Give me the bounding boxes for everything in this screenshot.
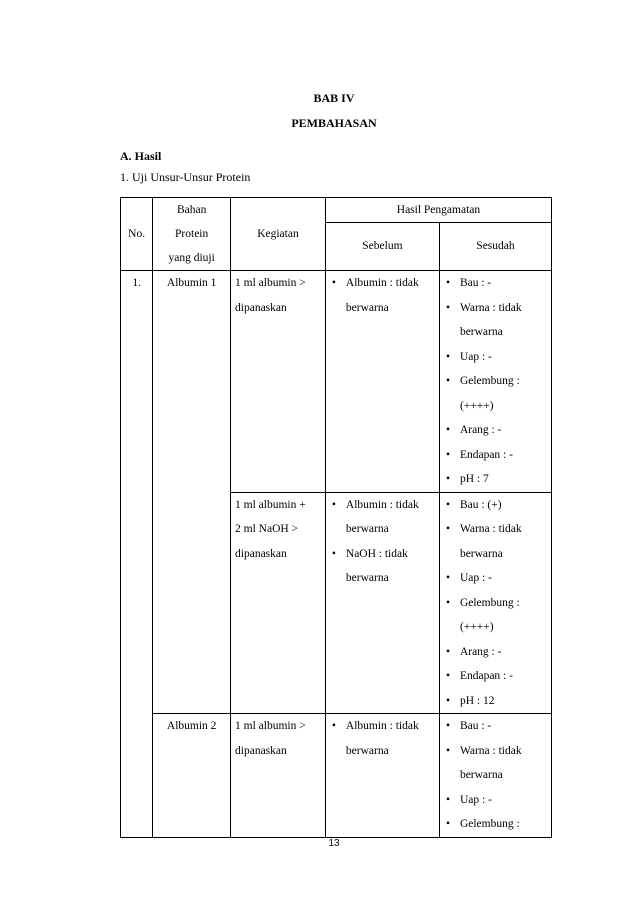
list-item xyxy=(440,812,551,837)
kegiatan-line: dipanaskan xyxy=(235,744,287,757)
list-item-line: • Warna : tidak xyxy=(459,744,522,757)
sesudah-list xyxy=(440,714,551,837)
list-item-line: • Endapan : - xyxy=(459,448,513,461)
kegiatan-line: 1 ml albumin > xyxy=(235,720,306,732)
cell-kegiatan xyxy=(231,492,326,714)
kegiatan-line: dipanaskan xyxy=(235,301,287,314)
cell-kegiatan xyxy=(231,271,326,493)
list-item-line: • Albumin : tidak xyxy=(345,498,419,511)
list-item xyxy=(326,493,439,542)
header-hasil: Hasil Pengamatan xyxy=(325,198,551,223)
list-item xyxy=(326,542,439,591)
list-item xyxy=(440,739,551,788)
list-item xyxy=(440,640,551,665)
cell-sebelum xyxy=(325,492,439,714)
table-row xyxy=(121,271,552,493)
list-item xyxy=(440,345,551,370)
cell-sesudah xyxy=(439,492,551,714)
cell-no: 1. xyxy=(121,271,153,838)
list-item-line: berwarna xyxy=(459,547,503,560)
list-item-line: • Warna : tidak xyxy=(459,301,522,314)
list-item-line: • Endapan : - xyxy=(459,670,513,682)
sesudah-list xyxy=(440,271,551,492)
list-item-line: • Uap : - xyxy=(459,572,492,584)
kegiatan-line: 1 ml albumin > xyxy=(235,277,306,289)
chapter-title: PEMBAHASAN xyxy=(291,116,377,130)
list-item-line: berwarna xyxy=(345,744,389,757)
list-item xyxy=(440,418,551,443)
header-no: No. xyxy=(121,198,153,271)
list-item-line: • Albumin : tidak xyxy=(345,720,419,732)
list-item xyxy=(440,493,551,518)
kegiatan-line: 1 ml albumin + xyxy=(235,498,306,511)
list-item xyxy=(440,271,551,296)
list-item xyxy=(440,591,551,640)
list-item-line: • Arang : - xyxy=(459,645,502,658)
cell-sesudah xyxy=(439,714,551,838)
results-table xyxy=(120,197,552,838)
list-item xyxy=(440,689,551,714)
sebelum-list xyxy=(326,714,439,763)
header-sebelum: Sebelum xyxy=(325,222,439,270)
list-item-line: • Gelembung : xyxy=(459,375,520,387)
page-number: 13 xyxy=(328,838,340,849)
list-item xyxy=(440,517,551,566)
list-item xyxy=(440,467,551,492)
list-item-line: • Warna : tidak xyxy=(459,523,522,535)
table-body xyxy=(121,271,552,838)
list-item-line: • Gelembung : xyxy=(459,818,520,830)
list-item xyxy=(440,566,551,591)
sesudah-list xyxy=(440,493,551,714)
list-item-line: • Uap : - xyxy=(459,350,492,363)
list-item-line: • Bau : (+) xyxy=(459,498,502,511)
chapter-heading: BAB IV xyxy=(313,91,355,105)
cell-bahan: Albumin 1 xyxy=(153,271,231,714)
cell-sebelum xyxy=(325,714,439,838)
list-item-line: berwarna xyxy=(459,326,503,338)
list-item-line: (++++) xyxy=(459,621,494,633)
list-item xyxy=(326,271,439,320)
list-item-line: berwarna xyxy=(459,769,503,781)
list-item-line: • pH : 7 xyxy=(459,473,489,485)
list-item-line: berwarna xyxy=(345,523,389,535)
list-item xyxy=(440,714,551,739)
sebelum-list xyxy=(326,493,439,591)
table-row xyxy=(121,714,552,838)
list-item xyxy=(440,443,551,468)
header-bahan xyxy=(153,198,231,271)
header-bahan-line: Bahan xyxy=(176,204,207,216)
section-heading: A. Hasil xyxy=(120,149,162,163)
header-bahan-line: Protein xyxy=(175,228,209,240)
cell-sesudah xyxy=(439,271,551,493)
header-sesudah: Sesudah xyxy=(439,222,551,270)
list-item-line: (++++) xyxy=(459,399,494,412)
sebelum-list xyxy=(326,271,439,320)
kegiatan-line: dipanaskan xyxy=(235,547,287,560)
list-item-line: • Bau : - xyxy=(459,277,492,289)
list-item-line: • Albumin : tidak xyxy=(345,277,419,289)
subsection-heading: 1. Uji Unsur-Unsur Protein xyxy=(120,170,251,184)
list-item-line: • pH : 12 xyxy=(459,694,495,707)
header-bahan-line: yang diuji xyxy=(168,252,215,264)
list-item-line: • Arang : - xyxy=(459,424,502,436)
cell-bahan: Albumin 2 xyxy=(153,714,231,838)
header-kegiatan: Kegiatan xyxy=(231,198,326,271)
list-item-line: • Gelembung : xyxy=(459,596,520,609)
list-item-line: • Bau : - xyxy=(459,720,492,732)
table-header xyxy=(121,198,552,271)
list-item-line: • Uap : - xyxy=(459,793,492,806)
list-item xyxy=(440,296,551,345)
list-item xyxy=(326,714,439,763)
list-item xyxy=(440,788,551,813)
cell-kegiatan xyxy=(231,714,326,838)
list-item xyxy=(440,369,551,418)
list-item-line: • NaOH : tidak xyxy=(345,547,408,560)
list-item-line: berwarna xyxy=(345,572,389,584)
list-item-line: berwarna xyxy=(345,301,389,314)
cell-sebelum xyxy=(325,271,439,493)
kegiatan-line: 2 ml NaOH > xyxy=(235,523,299,535)
list-item xyxy=(440,664,551,689)
